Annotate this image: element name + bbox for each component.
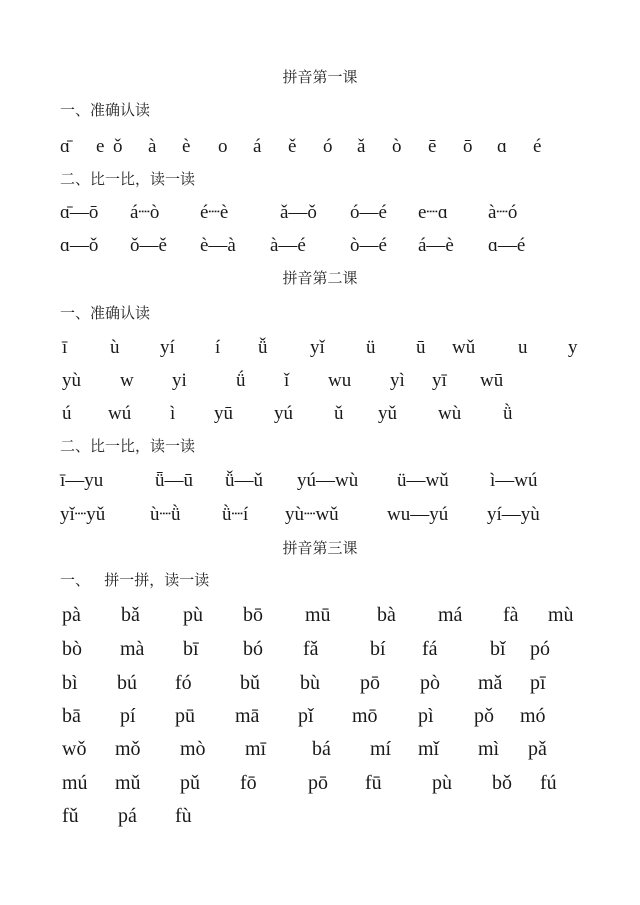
- pinyin-syllable: mǒ: [115, 738, 141, 760]
- pinyin-syllable: ɑ̄: [60, 136, 70, 157]
- pinyin-syllable: ü: [366, 337, 376, 358]
- pinyin-syllable: fō: [240, 772, 257, 794]
- pinyin-syllable: mù: [548, 604, 574, 626]
- section-heading: 二、比一比，读一读: [60, 437, 196, 455]
- pinyin-syllable: yù: [62, 370, 81, 391]
- pinyin-syllable: mí: [370, 738, 392, 760]
- pinyin-syllable: wū: [480, 370, 504, 391]
- pinyin-syllable: yí: [160, 337, 175, 358]
- pinyin-syllable: pá: [118, 805, 137, 827]
- pinyin-syllable: mǎ: [478, 672, 503, 694]
- pinyin-syllable: ɑ: [497, 136, 507, 157]
- pinyin-syllable: yì: [390, 370, 405, 391]
- pinyin-syllable: bà: [377, 604, 396, 626]
- pinyin-syllable: bō: [243, 604, 263, 626]
- pinyin-syllable: mī: [245, 738, 267, 760]
- pinyin-pair: è—à: [200, 235, 236, 256]
- pinyin-syllable: ū: [416, 337, 426, 358]
- pinyin-syllable: bǐ: [490, 638, 506, 660]
- section-heading: 一、准确认读: [60, 304, 151, 322]
- pinyin-pair: ò—é: [350, 235, 387, 256]
- pinyin-pair: yù┈wǔ: [285, 504, 339, 525]
- pinyin-syllable: pù: [183, 604, 203, 626]
- pinyin-syllable: ǒ: [113, 136, 123, 157]
- section-heading: 一、 拼一拼，读一读: [60, 571, 210, 589]
- pinyin-syllable: pì: [418, 705, 434, 727]
- pinyin-syllable: bā: [62, 705, 81, 727]
- pinyin-syllable: pǎ: [528, 738, 547, 760]
- pinyin-syllable: ǔ: [334, 403, 344, 424]
- pinyin-syllable: ǘ: [236, 370, 246, 391]
- pinyin-syllable: fá: [422, 638, 438, 660]
- pinyin-syllable: bú: [117, 672, 137, 694]
- pinyin-pair: ǚ—ǔ: [225, 470, 263, 491]
- pinyin-syllable: yú: [274, 403, 293, 424]
- pinyin-syllable: ě: [288, 136, 297, 157]
- pinyin-pair: yí—yù: [487, 504, 540, 525]
- pinyin-syllable: pà: [62, 604, 81, 626]
- pinyin-syllable: í: [215, 337, 221, 358]
- pinyin-pair: ǎ—ǒ: [280, 202, 317, 223]
- pinyin-pair: yǐ┈yǔ: [60, 504, 106, 525]
- pinyin-pair: ü—wǔ: [397, 470, 449, 491]
- pinyin-pair: yú—wù: [297, 470, 359, 491]
- pinyin-syllable: wú: [108, 403, 132, 424]
- pinyin-pair: à┈ó: [488, 202, 518, 223]
- pinyin-pair: ɑ—é: [488, 235, 526, 256]
- pinyin-syllable: ó: [323, 136, 333, 157]
- lesson-title: 拼音第三课: [282, 539, 358, 557]
- pinyin-syllable: yǔ: [378, 403, 397, 424]
- pinyin-pair: á—è: [418, 235, 454, 256]
- pinyin-syllable: fó: [175, 672, 192, 694]
- pinyin-syllable: fù: [175, 805, 192, 827]
- pinyin-pair: é┈è: [200, 202, 229, 223]
- pinyin-syllable: ǚ: [258, 337, 268, 358]
- pinyin-syllable: pū: [175, 705, 195, 727]
- pinyin-syllable: mǐ: [418, 738, 440, 760]
- pinyin-syllable: bǒ: [492, 772, 512, 794]
- pinyin-syllable: é: [533, 136, 542, 157]
- pinyin-syllable: pō: [308, 772, 328, 794]
- pinyin-syllable: bí: [370, 638, 386, 660]
- pinyin-syllable: má: [438, 604, 463, 626]
- pinyin-syllable: pī: [530, 672, 546, 694]
- pinyin-syllable: ò: [392, 136, 402, 157]
- pinyin-syllable: ē: [428, 136, 437, 157]
- pinyin-syllable: ì: [170, 403, 176, 424]
- pinyin-syllable: yī: [432, 370, 447, 391]
- pinyin-syllable: wǔ: [452, 337, 476, 358]
- section-heading: 一、准确认读: [60, 101, 151, 119]
- pinyin-syllable: pí: [120, 705, 136, 727]
- pinyin-syllable: ǎ: [357, 136, 366, 157]
- pinyin-syllable: mū: [305, 604, 331, 626]
- pinyin-syllable: mó: [520, 705, 546, 727]
- pinyin-pair: ù┈ǜ: [150, 504, 181, 525]
- lesson-title: 拼音第二课: [282, 269, 358, 287]
- pinyin-syllable: pǔ: [180, 772, 200, 794]
- pinyin-syllable: fú: [540, 772, 557, 794]
- pinyin-syllable: mà: [120, 638, 145, 660]
- pinyin-syllable: y: [568, 337, 578, 358]
- pinyin-pair: ɑ̄—ō: [60, 202, 99, 223]
- pinyin-pair: ī—yu: [60, 470, 104, 491]
- pinyin-pair: ɑ—ǒ: [60, 235, 99, 256]
- pinyin-syllable: à: [148, 136, 157, 157]
- pinyin-pair: á┈ò: [130, 202, 160, 223]
- pinyin-syllable: bù: [300, 672, 320, 694]
- pinyin-syllable: o: [218, 136, 228, 157]
- pinyin-syllable: fū: [365, 772, 382, 794]
- pinyin-syllable: bò: [62, 638, 82, 660]
- pinyin-syllable: bó: [243, 638, 263, 660]
- pinyin-syllable: ǜ: [503, 403, 513, 424]
- pinyin-syllable: fà: [503, 604, 519, 626]
- pinyin-pair: e┈ɑ: [418, 202, 448, 223]
- pinyin-syllable: mā: [235, 705, 260, 727]
- pinyin-syllable: è: [182, 136, 191, 157]
- pinyin-syllable: e: [96, 136, 105, 157]
- pinyin-pair: wu—yú: [387, 504, 449, 525]
- pinyin-syllable: w: [120, 370, 134, 391]
- pinyin-syllable: bǎ: [121, 604, 140, 626]
- pinyin-syllable: wu: [328, 370, 352, 391]
- pinyin-syllable: ī: [62, 337, 68, 358]
- pinyin-syllable: fǎ: [303, 638, 319, 660]
- pinyin-syllable: ǐ: [284, 370, 290, 391]
- pinyin-syllable: ù: [110, 337, 120, 358]
- pinyin-pair: ǖ—ū: [155, 470, 193, 491]
- pinyin-syllable: pō: [360, 672, 380, 694]
- pinyin-syllable: mú: [62, 772, 88, 794]
- pinyin-syllable: bǔ: [240, 672, 260, 694]
- pinyin-pair: à—é: [270, 235, 306, 256]
- pinyin-syllable: yǐ: [310, 337, 325, 358]
- pinyin-syllable: wù: [438, 403, 462, 424]
- pinyin-syllable: mǔ: [115, 772, 141, 794]
- pinyin-syllable: bī: [183, 638, 199, 660]
- section-heading: 二、比一比，读一读: [60, 170, 196, 188]
- pinyin-syllable: mō: [352, 705, 378, 727]
- pinyin-syllable: mò: [180, 738, 206, 760]
- pinyin-syllable: pó: [530, 638, 550, 660]
- pinyin-syllable: bá: [312, 738, 331, 760]
- pinyin-syllable: pǐ: [298, 705, 314, 727]
- pinyin-pair: ì—wú: [490, 470, 538, 491]
- pinyin-pair: ǒ—ě: [130, 235, 167, 256]
- pinyin-syllable: pù: [432, 772, 452, 794]
- pinyin-pair: ó—é: [350, 202, 387, 223]
- pinyin-syllable: u: [518, 337, 528, 358]
- pinyin-syllable: ú: [62, 403, 72, 424]
- pinyin-syllable: fǔ: [62, 805, 79, 827]
- pinyin-syllable: ō: [463, 136, 473, 157]
- pinyin-syllable: pǒ: [474, 705, 494, 727]
- pinyin-syllable: pò: [420, 672, 440, 694]
- pinyin-syllable: yū: [214, 403, 233, 424]
- pinyin-pair: ǜ┈í: [222, 504, 249, 525]
- pinyin-syllable: á: [253, 136, 262, 157]
- pinyin-syllable: bì: [62, 672, 78, 694]
- pinyin-syllable: yi: [172, 370, 187, 391]
- lesson-title: 拼音第一课: [282, 68, 358, 86]
- pinyin-syllable: wǒ: [62, 738, 87, 760]
- pinyin-syllable: mì: [478, 738, 500, 760]
